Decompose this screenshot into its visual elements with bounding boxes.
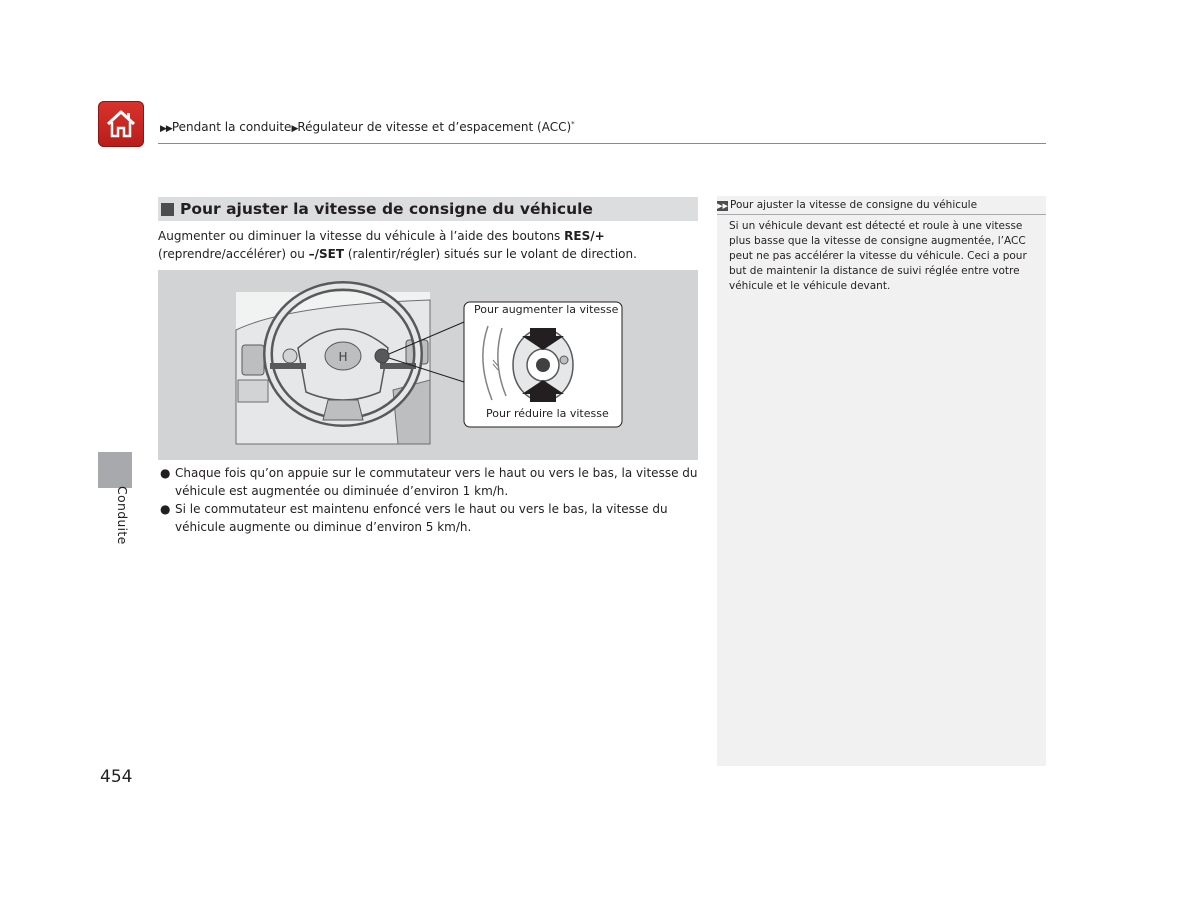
- breadcrumb-arrow-icon: ▶▶: [160, 124, 172, 134]
- list-item: [158, 464, 698, 500]
- callout-decrease-speed: Pour réduire la vitesse: [486, 407, 609, 420]
- option-mark: *: [571, 120, 575, 128]
- intro-text: (ralentir/régler) situés sur le volant de direction.: [344, 247, 637, 261]
- breadcrumb-item-driving[interactable]: Pendant la conduite: [171, 120, 292, 134]
- set-button-name: –/SET: [308, 247, 345, 261]
- bullet-text: Si le commutateur est maintenu enfoncé vers le haut ou vers le bas, la vitesse du véhicule augmente ou diminue d’environ 5 km/h.: [175, 502, 668, 534]
- side-note-title: [717, 197, 977, 213]
- steering-wheel-illustration: [158, 270, 698, 460]
- section-heading: [158, 197, 698, 221]
- section-tab-label: Conduite: [115, 486, 130, 545]
- breadcrumb-arrow-icon: ▶: [291, 124, 298, 134]
- side-note-body: Si un véhicule devant est détecté et roule à une vitesse plus basse que la vitesse de consigne augmentée, l’ACC peut ne pas accélérer la vitesse du véhicule. Ceci a pour but de maintenir la distance de suivi réglée entre votre véhicule et le véhicule devant.: [729, 220, 1027, 292]
- bullet-text: Chaque fois qu’on appuie sur le commutateur vers le haut ou vers le bas, la vitesse du véhicule est augmentée ou diminuée d’environ 1 km/h.: [175, 466, 698, 498]
- section-tab[interactable]: [98, 452, 132, 488]
- bullet-icon: ●: [160, 466, 171, 480]
- breadcrumb-item-acc[interactable]: Régulateur de vitesse et d’espacement (ACC): [297, 120, 572, 134]
- home-button[interactable]: [98, 101, 144, 147]
- intro-text: (reprendre/accélérer) ou: [158, 247, 309, 261]
- bullet-list: [158, 464, 698, 536]
- note-link-icon: ▶▶: [717, 202, 728, 210]
- side-note-title-text[interactable]: Pour ajuster la vitesse de consigne du véhicule: [730, 199, 978, 211]
- header-divider: [158, 143, 1046, 144]
- page-number: 454: [100, 767, 133, 787]
- bullet-icon: ●: [160, 502, 171, 516]
- intro-paragraph: [158, 227, 703, 263]
- callout-increase-speed: Pour augmenter la vitesse: [474, 303, 619, 316]
- section-heading-title: Pour ajuster la vitesse de consigne du véhicule: [180, 200, 593, 218]
- heading-square-icon: [161, 203, 174, 216]
- breadcrumb: [160, 115, 575, 138]
- intro-text: Augmenter ou diminuer la vitesse du véhicule à l’aide des boutons: [158, 229, 565, 243]
- res-button-name: RES/+: [564, 229, 605, 243]
- steering-wheel-drawing: [158, 270, 698, 460]
- home-icon: [105, 108, 137, 140]
- svg-text:H: H: [338, 350, 348, 364]
- list-item: [158, 500, 698, 536]
